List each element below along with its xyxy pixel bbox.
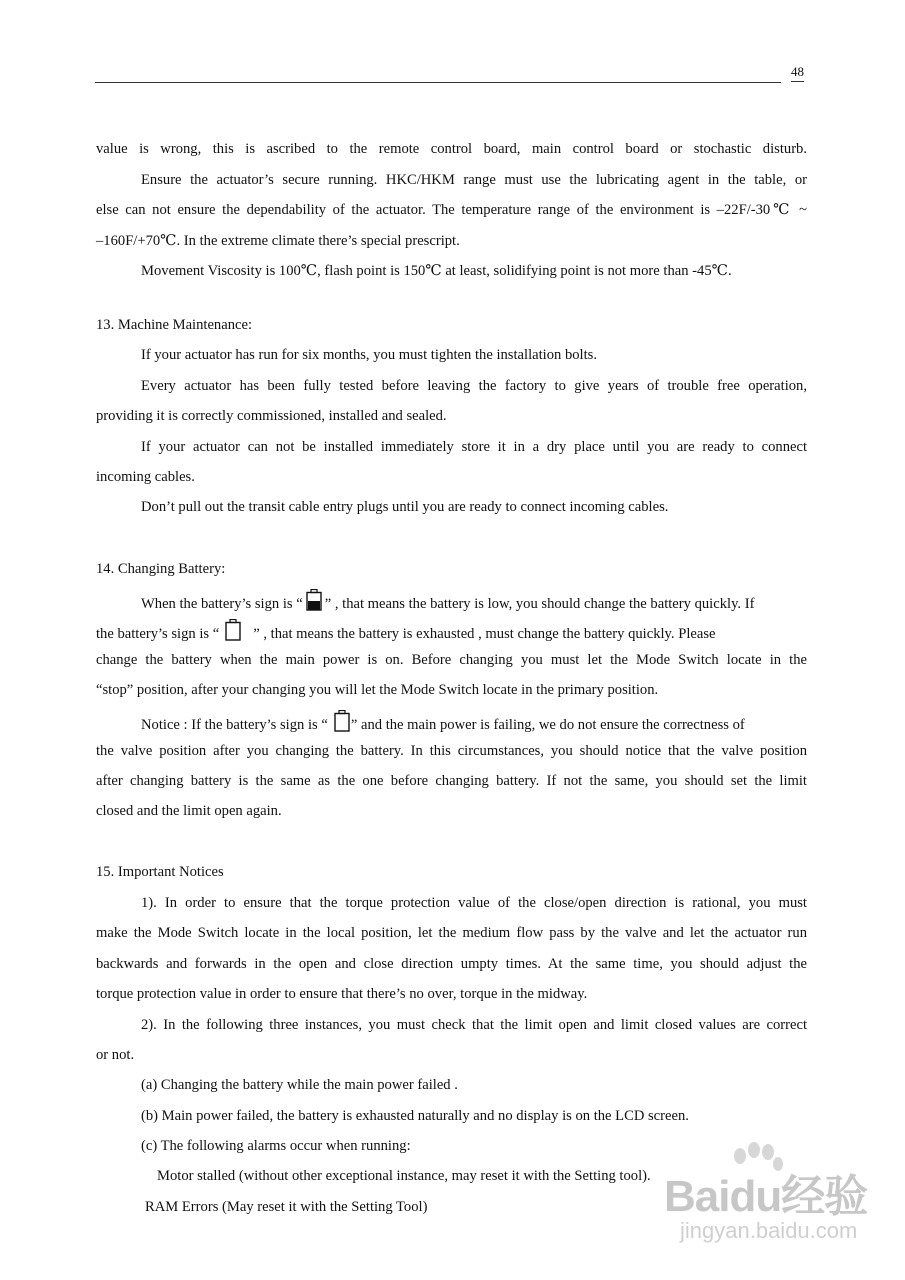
list-item: (a) Changing the battery while the main power failed . [141,1077,458,1093]
paragraph-line: “stop” position, after your changing you will let the Mode Switch locate in the primary position. [96,682,659,698]
paragraph-line: Movement Viscosity is 100℃, flash point is 150℃ at least, solidifying point is not more than -45℃. [141,263,732,279]
list-item: (b) Main power failed, the battery is exhausted naturally and no display is on the LCD screen. [141,1108,689,1124]
paragraph-line: change the battery when the main power is on. Before changing you must let the Mode Switch locate in the [96,652,807,668]
paragraph-line: providing it is correctly commissioned, installed and sealed. [96,408,447,424]
battery-empty-icon [225,619,241,647]
paragraph-line: 1). In order to ensure that the torque protection value of the close/open direction is rational, you must [141,895,807,911]
paragraph-line: If your actuator can not be installed immediately store it in a dry place until you are ready to connect [141,439,807,455]
paragraph-line: Don’t pull out the transit cable entry plugs until you are ready to connect incoming cables. [141,499,669,515]
paragraph-line: the valve position after you changing the battery. In this circumstances, you should notice that the valve position [96,743,807,759]
paragraph-line: Ensure the actuator’s secure running. HKC/HKM range must use the lubricating agent in the table, or [141,172,807,188]
paragraph-line: value is wrong, this is ascribed to the remote control board, main control board or stochastic disturb. [96,141,807,157]
paragraph-line: or not. [96,1047,135,1063]
section-heading-15: 15. Important Notices [96,864,224,880]
paragraph-line: backwards and forwards in the open and close direction umpty times. At the same time, you should adjust the [96,956,807,972]
paragraph-line: Every actuator has been fully tested before leaving the factory to give years of trouble free operation, [141,378,807,394]
paragraph-line: make the Mode Switch locate in the local position, let the medium flow pass by the valve and let the actuator run [96,925,807,941]
paragraph-line: else can not ensure the dependability of the actuator. The temperature range of the environment is –22F/-30℃ ~ [96,202,807,218]
paragraph-line: When the battery’s sign is “ ” , that means the battery is low, you should change the battery quickly. If [141,589,754,617]
battery-low-icon [306,589,322,617]
paragraph-line: Notice : If the battery’s sign is “ ” and the main power is failing, we do not ensure the correctness of [141,710,745,738]
header-rule [95,82,781,83]
baidu-watermark [660,1140,900,1275]
battery-empty-icon [334,710,350,738]
paragraph-line: closed and the limit open again. [96,803,282,819]
paragraph-line: the battery’s sign is “ ” , that means the battery is exhausted , must change the battery quickly. Please [96,619,715,647]
paragraph-line: 2). In the following three instances, you must check that the limit open and limit closed values are correct [141,1017,807,1033]
list-item: (c) The following alarms occur when running: [141,1138,411,1154]
page-number: 48 [791,64,804,82]
list-item: Motor stalled (without other exceptional instance, may reset it with the Setting tool). [157,1168,651,1184]
paragraph-line: –160F/+70℃. In the extreme climate there’s special prescript. [96,233,460,249]
paragraph-line: incoming cables. [96,469,195,485]
watermark-logo: Baidu经验 [664,1172,868,1221]
paragraph-line: torque protection value in order to ensure that there’s no over, torque in the midway. [96,986,588,1002]
list-item: RAM Errors (May reset it with the Setting Tool) [145,1199,428,1215]
paragraph-line: after changing battery is the same as the one before changing battery. If not the same, you should set the limit [96,773,807,789]
paragraph-line: If your actuator has run for six months, you must tighten the installation bolts. [141,347,597,363]
section-heading-13: 13. Machine Maintenance: [96,317,253,333]
watermark-url: jingyan.baidu.com [680,1218,858,1243]
section-heading-14: 14. Changing Battery: [96,561,226,577]
